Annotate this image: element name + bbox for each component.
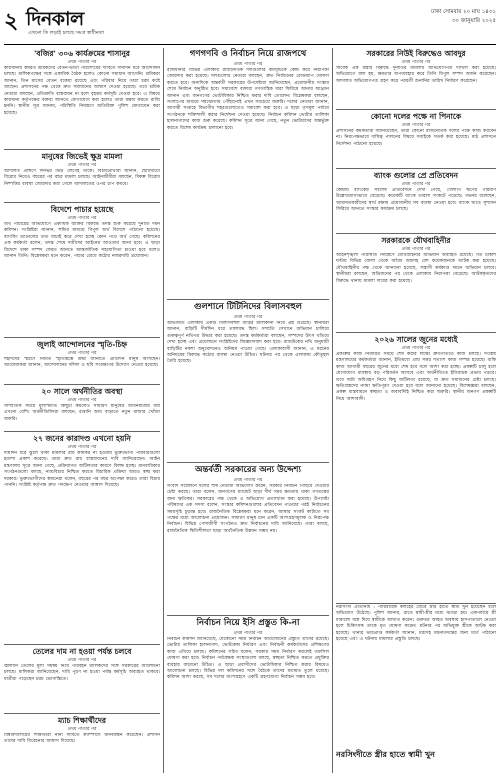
article-c4 bbox=[336, 235, 496, 331]
headline: ২০ সালে অর্থনীতির অবস্থা bbox=[41, 387, 123, 396]
headline: মানুষের জিভেই ক্ষুদ্র মামলা bbox=[41, 152, 123, 161]
article-body: অভিজাত এলাকায় একটি বিলাসবহুল বাড়ির মালিকানা নিয়ে প্রশ্ন উঠেছে। স্থানীয়রা জানান, বাড়িটি দীর্ঘদিন ধরে তালাবদ্ধ ছিল। সম্প্রতি সেখানে অভিযান চালিয়ে গুরুত্বপূর্ণ নথিপত্র উদ্ধার করা হয়েছে। তদন্ত কর্মকর্তারা বলছেন, সম্পদের উৎস খতিয়ে দেখা হচ্ছে এবং প্রয়োজনে সংশ্লিষ্টদের জিজ্ঞাসাবাদ করা হবে। রাজউকের নথি অনুযায়ী বাড়িটির নকশা অনুমোদনেও অনিয়ম পাওয়া গেছে। এলাকাবাসী জানান, এ ধরনের অনিয়মের বিরুদ্ধে কঠোর ব্যবস্থা নেওয়া উচিত। ঘটনার পর থেকে এলাকায় কৌতূহল তৈরি হয়েছে। bbox=[167, 321, 329, 365]
article-divider bbox=[336, 168, 496, 169]
article-a6 bbox=[4, 433, 160, 643]
headline: ম্যাচ শিক্ষার্থীদের bbox=[57, 716, 107, 725]
article-body: সাম্প্রতিক সময়ে মূল্যস্ফীতি কিছুটা কমলেও সাধারণ মানুষের জীবনযাত্রার ব্যয় এখনো বেশি। অর্থনীতিবিদরা বলছেন, রপ্তানি আয় বাড়াতে নতুন বাজার খোঁজা জরুরি। bbox=[4, 404, 160, 422]
article-body: নরসিংদী প্রতিনিধি : পারিবারিক কলহের জেরে স্ত্রীর হাতে স্বামী খুন হয়েছেন বলে অভিযোগ উঠেছে। পুলিশ জানায়, রাতে স্বামী-স্ত্রীর মধ্যে ঝগড়া হয়। একপর্যায়ে স্ত্রী ধারালো অস্ত্র দিয়ে স্বামীকে আঘাত করেন। গুরুতর আহত অবস্থায় হাসপাতালে নেওয়া হলে চিকিৎসক তাকে মৃত ঘোষণা করেন। ঘটনার পর অভিযুক্ত স্ত্রীকে আটক করা হয়েছে। থানার ভারপ্রাপ্ত কর্মকর্তা জানান, মরদেহ ময়নাতদন্তের জন্য মর্গে পাঠানো হয়েছে এবং এ ঘটনায় মামলার প্রস্তুতি চলছে। bbox=[336, 605, 496, 643]
source-line: প্রথম পাতার পর bbox=[67, 658, 97, 663]
article-divider bbox=[336, 603, 496, 604]
source-line: প্রথম পাতার পর bbox=[67, 445, 97, 450]
headline: গণগণবি ও নির্বাচন নিয়ে রাজপথে bbox=[189, 49, 307, 59]
article-c1 bbox=[336, 48, 496, 108]
article-body: কেন্দ্রীয় ব্যাংকের সর্বশেষ প্রতিবেদনে দেখা গেছে, খেলাপি ঋণের পরিমাণ উল্লেখযোগ্যভাবে বেড়েছে। কয়েকটি ব্যাংক তারল্য সংকটে পড়েছে। গভর্নর বলেছেন, আমানতকারীদের স্বার্থ রক্ষায় প্রয়োজনীয় সব ব্যবস্থা নেওয়া হবে। ব্যাংক খাতে সুশাসন ফিরিয়ে আনতে সংস্কার কার্যক্রম চলছে। bbox=[336, 188, 496, 213]
article-divider bbox=[167, 299, 329, 300]
headline: 'বজির' ৩০৬ কার্যক্রমের শাসানুর bbox=[34, 49, 130, 58]
source-line: প্রথম পাতার পর bbox=[401, 247, 431, 252]
article-body: সাবেক এক মন্ত্রীর বিরুদ্ধে দুর্নীতির মামলায় অভিযোগপত্র দাখিল করা হয়েছে। অভিযোগে বলা হয়, ক্ষমতার অপব্যবহার করে তিনি বিপুল সম্পদ অর্জন করেছেন। আদালত অভিযোগপত্র গ্রহণ করে পরবর্তী শুনানির তারিখ নির্ধারণ করেছেন। bbox=[336, 66, 496, 84]
article-divider bbox=[4, 713, 160, 714]
source-line: প্রথম পাতার পর bbox=[67, 60, 97, 65]
headline: নরসিংদীতে স্ত্রীর হাতে স্বামী খুন bbox=[336, 749, 435, 759]
article-c2 bbox=[336, 111, 496, 167]
source-line: প্রথম পাতার পর bbox=[67, 216, 97, 221]
newspaper-logo: দিনকাল bbox=[26, 8, 84, 30]
article-divider bbox=[4, 337, 160, 338]
article-body: জ্বালানি তেলের মূল্য সমন্বয় নিয়ে পরিবহন মালিকদের সঙ্গে সরকারের আলোচনা চলছে। মালিকরা জানিয়েছেন, দাবি পূরণ না হওয়া পর্যন্ত কর্মসূচি অব্যাহত থাকবে। যাত্রীরা পড়েছেন চরম ভোগান্তিতে। bbox=[4, 664, 160, 682]
article-a4 bbox=[4, 339, 160, 383]
article-divider bbox=[4, 384, 160, 385]
article-body: শহীদদের স্মরণে নির্মিত স্মৃতিস্তম্ভে শ্রদ্ধা জানাতে প্রতিদিন মানুষ আসছেন। আয়োজকরা জানান, আন্দোলনের দলিল ও ছবি সংরক্ষণের উদ্যোগ নেওয়া হয়েছে। bbox=[4, 357, 160, 369]
article-divider bbox=[336, 233, 496, 234]
article-body: রাজধানীর বিভিন্ন এলাকায় রাজনৈতিক দলগুলোর কর্মসূচিকে কেন্দ্র করে নিরাপত্তা জোরদার করা হয়েছে। দলগুলোর নেতারা বলছেন, দ্রুত নির্বাচনের রোডম্যাপ ঘোষণা করতে হবে। অন্যদিকে অন্তর্বর্তী সরকারের উপদেষ্টারা জানিয়েছেন, প্রয়োজনীয় সংস্কার শেষে নির্বাচন অনুষ্ঠিত হবে। সমাবেশে বক্তারা গণতান্ত্রিক ধারা ফিরিয়ে আনার আহ্বান জানান এবং জনগণের ভোটাধিকার নিশ্চিত করার দাবি তোলেন। বিশ্লেষকরা বলছেন, সংলাপের মাধ্যমে সমঝোতায় পৌঁছানোই এখন সবচেয়ে জরুরি। দলের নেতারা জানান, আগামী সপ্তাহে বিভাগীয় শহরগুলোতেও সমাবেশ করা হবে। এ ছাড়া তৃণমূল পর্যায়ে সংগঠনকে শক্তিশালী করার নির্দেশনা দেওয়া হয়েছে। নির্বাচন কমিশন ভোটার তালিকা হালনাগাদের কাজ শুরু করেছে। কমিশন সূত্রে জানা গেছে, নতুন ভোটারদের অন্তর্ভুক্ত করতে বিশেষ কার্যক্রম চালানো হবে। bbox=[167, 68, 329, 131]
source-line: প্রথম পাতার পর bbox=[233, 315, 263, 320]
headline: নির্বাচন নিয়ে ইসি প্রস্তুত কি-না bbox=[196, 618, 300, 628]
source-line: প্রথম পাতার পর bbox=[233, 631, 263, 636]
article-b2 bbox=[167, 301, 329, 461]
article-c5 bbox=[336, 334, 496, 602]
dateline bbox=[376, 8, 496, 26]
date-line: ৩০ জানুয়ারি ২০২৫ bbox=[451, 18, 496, 24]
article-body: আইনশৃঙ্খলা পরিস্থিতি নিয়ন্ত্রণে যৌথবাহিনীর অভিযান অব্যাহত রয়েছে। গত চব্বিশ ঘণ্টায় বিভিন্ন জেলা থেকে অবৈধ অস্ত্রসহ বেশ কয়েকজনকে আটক করা হয়েছে। যৌথবাহিনীর পক্ষ থেকে জানানো হয়েছে, সন্ত্রাসী কর্মকাণ্ড দমনে অভিযান চলবে। স্থানীয়রা বলছেন, অভিযানের পর থেকে এলাকায় নিরাপত্তা বেড়েছে। আটককৃতদের বিরুদ্ধে থানায় মামলা দায়ের করা হয়েছে। bbox=[336, 253, 496, 284]
article-c3 bbox=[336, 170, 496, 232]
article-b3 bbox=[167, 464, 329, 614]
headline: কোনো দলের পক্ষে না পিনাকে bbox=[370, 112, 462, 121]
article-a8 bbox=[4, 715, 160, 773]
column-rule bbox=[332, 48, 333, 773]
source-line: প্রথম পাতার পর bbox=[67, 351, 97, 356]
tagline: এখনো কি লড়াই চলছে সমগ্র স্বাধীনতা bbox=[28, 30, 104, 36]
source-line: প্রথম পাতার পর bbox=[67, 398, 97, 403]
article-body: আদালত প্রাঙ্গণে দিনভর ভিড় লেগেই থাকে। বিচারপ্রার্থীরা জানান, ছোটখাটো বিরোধ নিয়েও বছরের পর বছর মামলা চলছে। আইনজীবীরা বলছেন, বিকল্প বিরোধ নিষ্পত্তির ব্যবস্থা জোরদার করা গেলে আদালতের ওপর চাপ কমবে। bbox=[4, 169, 160, 187]
source-line: প্রথম পাতার পর bbox=[233, 62, 263, 67]
page-number: ২ bbox=[4, 8, 19, 34]
article-a1 bbox=[4, 48, 160, 148]
article-body: বিশ্ববিদ্যালয়ের শিক্ষার্থীরা নানা দাবিতে ক্যাম্পাসে মানববন্ধন করেছেন। প্রশাসন তাদের দাবি বিবেচনার আশ্বাস দিয়েছে। bbox=[4, 733, 160, 745]
article-divider bbox=[4, 431, 160, 432]
article-a5 bbox=[4, 386, 160, 430]
headline: ব্যাংক গুলোর প্রে প্রতিবেদন bbox=[373, 171, 458, 180]
article-body: অর্থ পাচারের অভিযোগে একাধিক ব্যক্তির বিরুদ্ধে তদন্ত শুরু করেছে দুর্নীতি দমন কমিশন। সংশ্লিষ্টরা জানান, হুন্ডির মাধ্যমে বিপুল অর্থ বিদেশে পাঠানো হয়েছে। ব্যাংকিং চ্যানেলের তথ্য যাচাই করে দেখা হচ্ছে কোন পথে অর্থ গেছে। কমিশনের এক কর্মকর্তা বলেন, তদন্ত শেষে দায়ীদের আইনের আওতায় আনা হবে। এ ছাড়া বিদেশে থাকা সম্পদ ফেরত আনতে আন্তর্জাতিক সহযোগিতা চাওয়া হবে বলেও জানান তিনি। বিশ্লেষকরা মনে করেন, পাচার রোধে কঠোর নজরদারি প্রয়োজন। bbox=[4, 222, 160, 260]
weekday-line: ঢাকা সোমবার ২০ মাঘ ১৪৩১ bbox=[431, 9, 496, 15]
article-divider bbox=[167, 462, 329, 463]
article-body: সংবাদ সম্মেলনে দলের শীর্ষ নেতারা অভিযোগ করেন, সরকার নির্বাচন পিছিয়ে দেওয়ার চেষ্টা করছে। তারা বলেন, জনগণের ম্যান্ডেট ছাড়া দীর্ঘ সময় ক্ষমতায় থাকা গণতন্ত্রের জন্য ক্ষতিকর। সরকারের পক্ষ থেকে এ অভিযোগ প্রত্যাখ্যান করা হয়েছে। উপদেষ্টা পরিষদের এক সদস্য বলেন, সংস্কার কমিশনগুলোর প্রতিবেদন পাওয়ার পরই নির্বাচনের সময়সূচি চূড়ান্ত হবে। রাজনৈতিক বিশ্লেষকরা মনে করেন, আস্থার সংকট কাটাতে সব পক্ষের মধ্যে আলোচনা প্রয়োজন। সাধারণ মানুষ চান একটি অংশগ্রহণমূলক ও নিরপেক্ষ নির্বাচন। বিভিন্ন পেশাজীবী সংগঠনও দ্রুত নির্বাচনের দাবি জানিয়েছে। তারা বলছে, রাজনৈতিক স্থিতিশীলতা ছাড়া অর্থনৈতিক উন্নয়ন সম্ভব নয়। bbox=[167, 484, 329, 534]
source-line: প্রথম পাতার পর bbox=[401, 60, 431, 65]
source-line: প্রথম পাতার পর bbox=[67, 163, 97, 168]
headline: সরকারের নিউই বিরুদ্ধেও আবদুর bbox=[366, 49, 466, 58]
headline: বিদেশে পাচার হয়েছে bbox=[50, 205, 114, 214]
column-rule bbox=[163, 48, 164, 773]
article-a2 bbox=[4, 151, 160, 201]
article-divider bbox=[167, 615, 329, 616]
article-divider bbox=[4, 202, 160, 203]
article-divider bbox=[4, 644, 160, 645]
article-a3 bbox=[4, 204, 160, 336]
article-c6 bbox=[336, 605, 496, 773]
headline: অন্তর্বর্তী সরকারের অন্য উদ্দেশ্য bbox=[195, 465, 301, 475]
article-body: প্রশাসনের কর্মকর্তারা জানিয়েছেন, তারা কোনো রাজনৈতিক দলের পক্ষে কাজ করবেন না। নিরপেক্ষভাবে দায়িত্ব পালনের বিষয়ে সবাইকে সতর্ক করা হয়েছে। মাঠ প্রশাসনে নির্দেশনা পাঠানো হয়েছে। bbox=[336, 129, 496, 147]
article-divider bbox=[4, 149, 160, 150]
source-line: প্রথম পাতার পর bbox=[233, 478, 263, 483]
headline: জুলাই আন্দোলনের স্মৃতি-চিহ্ন bbox=[36, 340, 128, 349]
masthead bbox=[4, 4, 496, 42]
article-b1 bbox=[167, 48, 329, 298]
article-body: কারখানায় কর্মরত শ্রমিকদের বেতন-ভাতা পরিশোধের দাবিতে দীর্ঘদিন ধরে আন্দোলন চলছে। মালিকপক্ষের সঙ্গে একাধিক বৈঠক হলেও কোনো সমাধান আসেনি। শ্রমিকরা জানান, তিন মাসের বেতন বকেয়া রয়েছে এবং পরিবার নিয়ে তারা চরম কষ্টে আছেন। প্রশাসনের পক্ষ থেকে দ্রুত সমাধানের আশ্বাস দেওয়া হয়েছে। তবে শ্রমিক নেতারা বলছেন, প্রতিশ্রুতি বাস্তবায়ন না হলে বৃহত্তর কর্মসূচি দেওয়া হবে। এ বিষয়ে কারখানা কর্তৃপক্ষের বক্তব্য জানতে যোগাযোগ করা হলেও তারা মন্তব্য করতে রাজি হননি। স্থানীয় সূত্র জানায়, পরিস্থিতি নিয়ন্ত্রণে অতিরিক্ত পুলিশ মোতায়েন করা হয়েছে। bbox=[4, 66, 160, 116]
headline: ২৭ জনের কারাদণ্ড এখনো হয়নি bbox=[33, 434, 131, 443]
source-line: প্রথম পাতার পর bbox=[67, 727, 97, 732]
masthead-rule bbox=[4, 44, 496, 45]
headline: ২০২৬ সালের জুনের মধ্যেই bbox=[374, 335, 458, 344]
article-body: নির্বাচন কমিশন জানিয়েছে, যেকোনো সময় নির্বাচন আয়োজনের প্রস্তুতি তাদের রয়েছে। ভোটার তালিকা হালনাগাদ, ভোটকেন্দ্র নির্ধারণ এবং নির্বাচনী কর্মকর্তাদের প্রশিক্ষণের কাজ এগিয়ে চলছে। কমিশনের সচিব বলেন, সরকার সময় নির্ধারণ করলেই তফসিল ঘোষণা করা হবে। নির্বাচন পর্যবেক্ষক সংস্থাগুলো বলছে, স্বচ্ছতা নিশ্চিত করতে প্রযুক্তির ব্যবহার বাড়ানো উচিত। এ ছাড়া প্রবাসীদের ভোটাধিকার নিশ্চিত করার বিষয়েও আলোচনা চলছে। বিভিন্ন দল কমিশনের সঙ্গে বৈঠকে তাদের মতামত তুলে ধরেছে। কমিশন আশা করছে, সব দলের অংশগ্রহণে একটি গ্রহণযোগ্য নির্বাচন সম্ভব হবে। bbox=[167, 637, 329, 681]
source-line: প্রথম পাতার পর bbox=[401, 346, 431, 351]
headline: গুলশানে টিটিনিদের বিলাসবহুল bbox=[193, 302, 303, 312]
article-divider bbox=[336, 109, 496, 110]
article-body: প্রকল্পের কাজ নির্ধারিত সময়ে শেষ করার লক্ষ্যে দ্রুতগতিতে কাজ চলছে। সংশ্লিষ্ট মন্ত্রণালয়ের কর্মকর্তারা জানান, ইতিমধ্যে প্রায় সত্তর শতাংশ কাজ সম্পন্ন হয়েছে। বাকি কাজ আগামী বছরের জুনের মধ্যে শেষ হবে বলে আশা করা হচ্ছে। প্রকল্পটি চালু হলে যোগাযোগ ব্যবস্থায় বড় পরিবর্তন আসবে এবং অর্থনীতিতে ইতিবাচক প্রভাব পড়বে। তবে জমি অধিগ্রহণ নিয়ে কিছু জটিলতা রয়েছে, যা দ্রুত সমাধানের চেষ্টা চলছে। ক্ষতিগ্রস্তদের ন্যায্য ক্ষতিপূরণ দেওয়া হবে বলে জানানো হয়েছে। বিশেষজ্ঞরা বলছেন, প্রকল্প বাস্তবায়নে স্বচ্ছতা ও জবাবদিহি নিশ্চিত করা জরুরি। স্থানীয় জনগণ প্রকল্পটি নিয়ে আশাবাদী। bbox=[336, 352, 496, 402]
article-divider bbox=[336, 332, 496, 333]
article-body: দীর্ঘদিন ধরে ঝুলে থাকা মামলার রায় কার্যকর না হওয়ায় ভুক্তভোগী পরিবারগুলো হতাশা প্রকাশ করেছে। তারা দ্রুত রায় বাস্তবায়নের দাবি জানিয়েছেন। আইন মন্ত্রণালয় সূত্রে জানা গেছে, প্রক্রিয়াগত জটিলতার কারণে বিলম্ব হচ্ছে। মানবাধিকার সংগঠনগুলো বলছে, ন্যায়বিচার নিশ্চিত করতে বিচারিক প্রক্রিয়া আরও স্বচ্ছ করা দরকার। ভুক্তভোগীদের স্বজনেরা বলেন, বছরের পর বছর অপেক্ষা করেও তারা বিচার পাননি। সংশ্লিষ্ট কর্তৃপক্ষ দ্রুত পদক্ষেপ নেওয়ার আশ্বাস দিয়েছে। bbox=[4, 451, 160, 489]
source-line: প্রথম পাতার পর bbox=[401, 182, 431, 187]
source-line: প্রথম পাতার পর bbox=[401, 123, 431, 128]
article-a7 bbox=[4, 646, 160, 712]
article-b4 bbox=[167, 617, 329, 773]
headline: তেলের দাম না হওয়া পর্যন্ত চলবে bbox=[32, 647, 132, 656]
headline: সরকারকে যৌথবাহিনীর bbox=[381, 236, 451, 245]
